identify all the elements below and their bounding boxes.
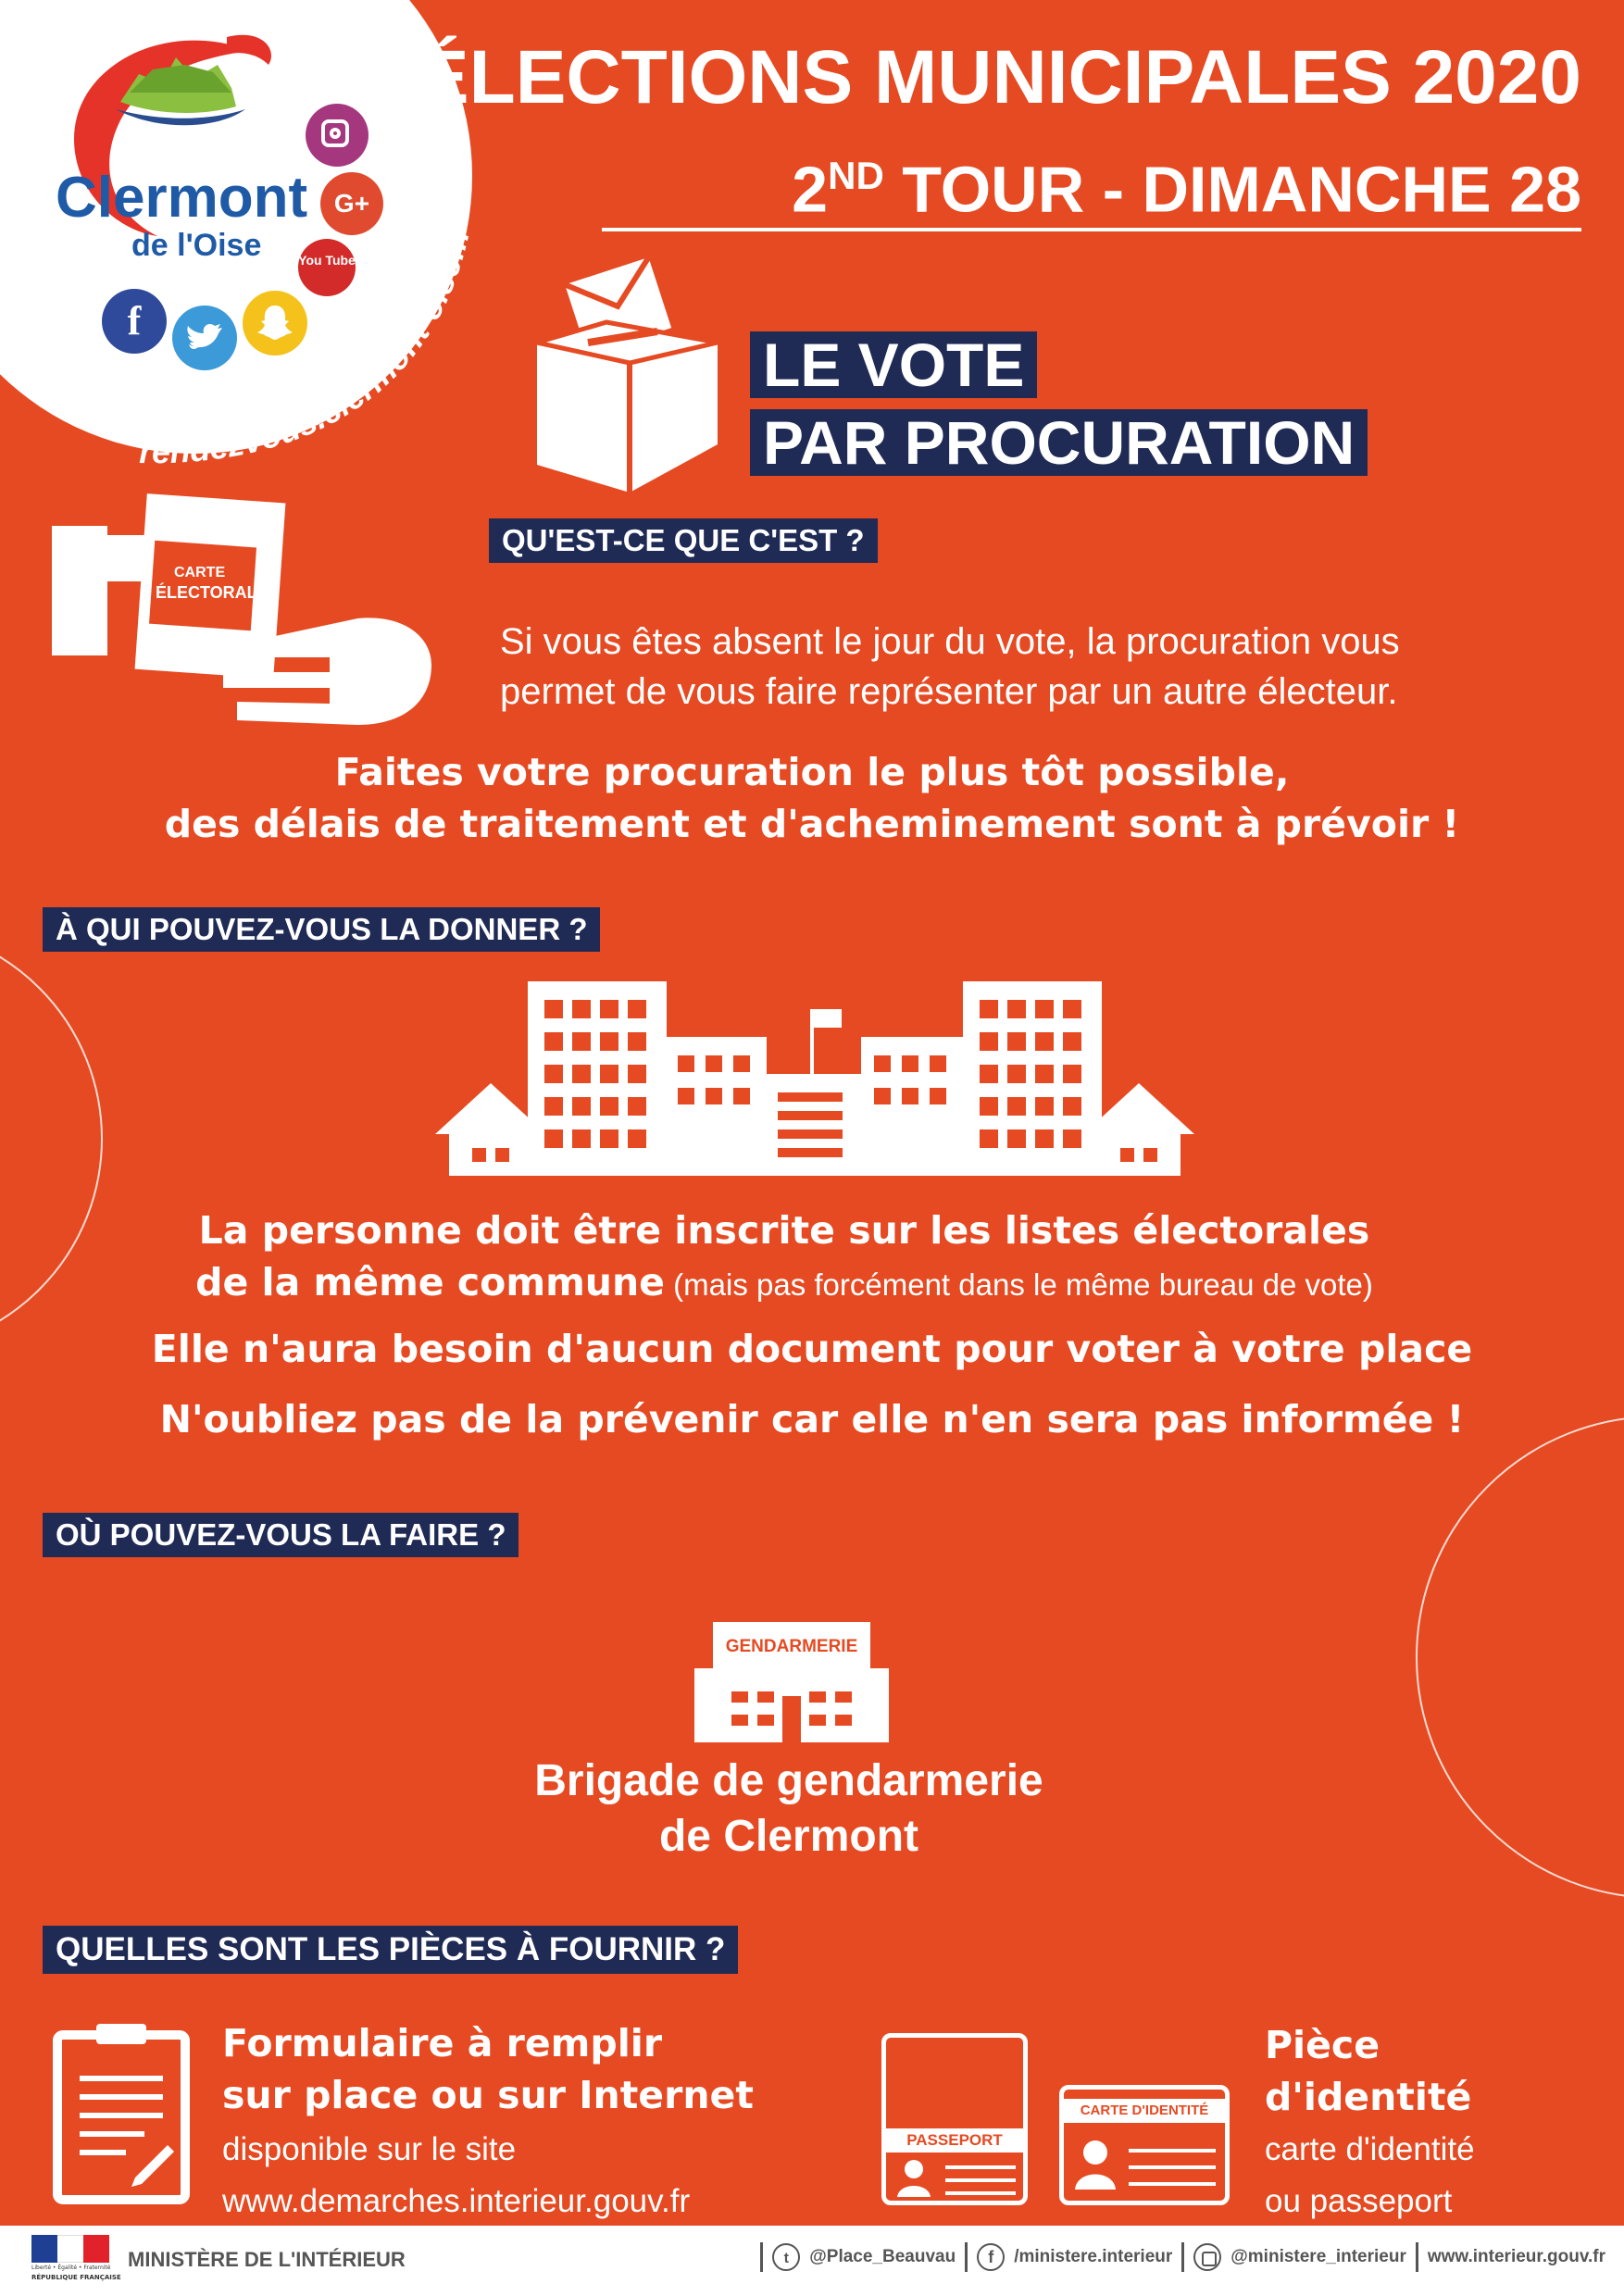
section4-label: QUELLES SONT LES PIÈCES À FOURNIR ? [43,1926,738,1974]
footer-facebook[interactable]: /ministere.interieur [1014,2247,1173,2266]
section1-label: QU'EST-CE QUE C'EST ? [489,518,878,563]
round-text: TOUR - DIMANCHE 28 [883,153,1581,226]
section3-line-1: Brigade de gendarmerie [534,1756,1043,1805]
section2-label: À QUI POUVEZ-VOUS LA DONNER ? [43,907,600,952]
section1-warning-1: Faites votre procuration le plus tôt possible, [334,750,1290,794]
form-clipboard-icon [52,2020,191,2205]
footer-twitter[interactable]: @Place_Beauvau [809,2247,956,2266]
footer-ministry: MINISTÈRE DE L'INTÉRIEUR [128,2248,406,2271]
passport-label: PASSEPORT [886,2128,1023,2152]
section4-website-link[interactable]: www.demarches.interieur.gouv.fr [222,2183,691,2219]
section1-text-2: permet de vous faire représenter par un autre électeur. [500,671,1398,712]
id-card-icon [1059,2085,1230,2205]
facebook-icon[interactable]: f [102,289,167,354]
section4-right-line-2: d'identité [1265,2075,1472,2119]
section4-left-line-1: Formulaire à remplir [222,2021,663,2065]
section2-line-1: La personne doit être inscrite sur les listes électorales [198,1208,1370,1253]
marianne-logo [31,2235,121,2287]
section2-line-2-bold: de la même commune [195,1260,665,1304]
section4-left-line-2: sur place ou sur Internet [222,2073,754,2117]
youtube-label: You Tube [298,253,356,268]
logo-name-sub: de l'Oise [131,228,262,263]
section2-line-2-note: (mais pas forcément dans le même bureau de vote) [664,1267,1373,1302]
section1-warning-2: des délais de traitement et d'acheminement sont à prévoir ! [164,802,1460,846]
footer-facebook-icon[interactable]: f [977,2243,1005,2271]
section4-right-line-4: ou passeport [1265,2183,1453,2219]
section4-left-line-3: disponible sur le site [222,2131,517,2167]
logo-url-2[interactable]: rendezvous.clermont-oise.fr [138,222,478,471]
hand-card-icon [52,498,441,730]
main-title-line2: PAR PROCURATION [750,409,1368,476]
section3-line-2: de Clermont [658,1812,919,1861]
logo-name-main: Clermont [56,166,308,230]
logo-url-1[interactable]: www.clermont-oise.fr [162,233,428,423]
buildings-icon [435,981,1194,1176]
round-suffix: ND [828,154,884,197]
election-round [792,137,1581,228]
footer-instagram-icon[interactable] [1193,2243,1221,2271]
marianne-motto: Liberté • Égalité • Fraternité [31,2265,111,2271]
footer [0,2226,1624,2296]
section2-line-2 [0,1257,1568,1316]
ballot-box-icon [518,250,731,500]
svg-text:rendezvous.clermont-oise.fr [139,220,478,470]
footer-twitter-icon[interactable]: t [772,2243,800,2271]
footer-website[interactable]: www.interieur.gouv.fr [1427,2247,1605,2266]
card-label-2: ÉLECTORALE [156,583,269,602]
marianne-republic: RÉPUBLIQUE FRANÇAISE [31,2274,121,2281]
main-title-line1: LE VOTE [750,331,1037,398]
section2-line-4: N'oubliez pas de la prévenir car elle n'en sera pas informée ! [159,1397,1465,1441]
card-label-1: CARTE [174,565,226,580]
gendarmerie-sign: GENDARMERIE [725,1637,858,1656]
google-plus-label: G+ [333,189,370,218]
section4-right-line-1: Pièce [1265,2023,1380,2067]
footer-social [760,2242,1605,2272]
election-title: ÉLECTIONS MUNICIPALES 2020 [418,35,1581,119]
section3-label: OÙ POUVEZ-VOUS LA FAIRE ? [43,1513,518,1557]
passport-icon [881,2033,1028,2205]
id-card-label: CARTE D'IDENTITÉ [1064,2099,1225,2123]
svg-text:www.clermont-oise.fr [162,232,429,423]
round-number: 2 [792,153,829,226]
section4-right-line-3: carte d'identité [1265,2131,1475,2167]
section1-text-1: Si vous êtes absent le jour du vote, la procuration vous [500,621,1400,662]
section2-line-3: Elle n'aura besoin d'aucun document pour voter à votre place [151,1327,1473,1371]
header-divider [602,228,1581,231]
footer-instagram[interactable]: @ministere_interieur [1230,2247,1406,2266]
